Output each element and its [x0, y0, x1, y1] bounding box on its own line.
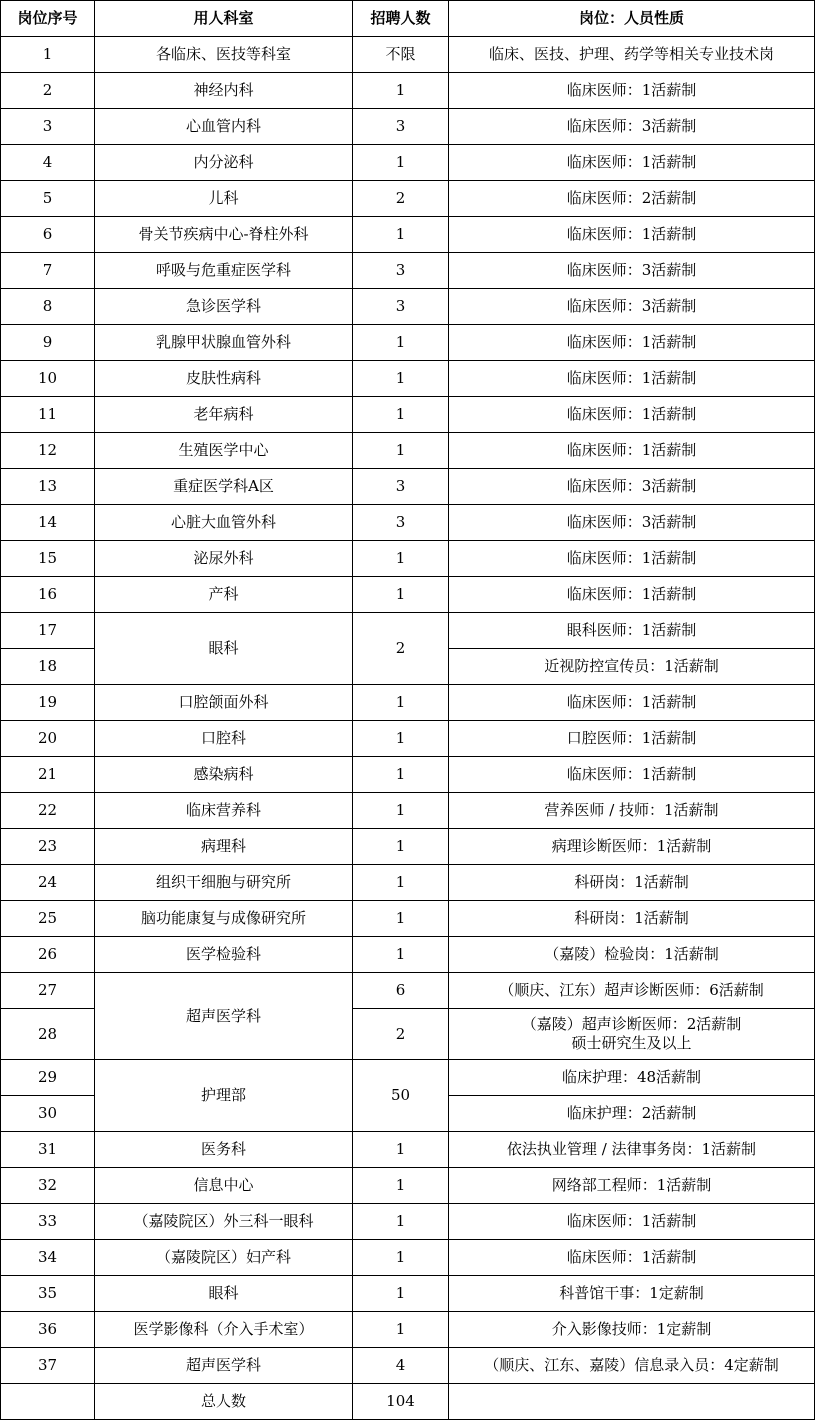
cell-count: 3: [353, 289, 449, 325]
cell-position: （嘉陵）检验岗：1活薪制: [449, 937, 815, 973]
cell-position: 临床医师：1活薪制: [449, 217, 815, 253]
cell-count: 1: [353, 1276, 449, 1312]
cell-count: 1: [353, 757, 449, 793]
cell-count: 4: [353, 1348, 449, 1384]
cell-no: 6: [1, 217, 95, 253]
cell-dept: 神经内科: [95, 73, 353, 109]
table-row: [1, 685, 815, 721]
cell-dept: 骨关节疾病中心-脊柱外科: [95, 217, 353, 253]
cell-position: 营养医师 / 技师：1活薪制: [449, 793, 815, 829]
cell-position: 临床医师：3活薪制: [449, 505, 815, 541]
cell-no: 15: [1, 541, 95, 577]
cell-no: 17: [1, 613, 95, 649]
cell-dept: 超声医学科: [95, 1348, 353, 1384]
table-row: [1, 325, 815, 361]
cell-no-empty: [1, 1384, 95, 1420]
cell-position: 科普馆干事：1定薪制: [449, 1276, 815, 1312]
cell-no: 31: [1, 1132, 95, 1168]
cell-no: 9: [1, 325, 95, 361]
cell-no: 22: [1, 793, 95, 829]
table-row: [1, 901, 815, 937]
header-position-no: 岗位序号: [1, 1, 95, 37]
position-text: （嘉陵）超声诊断医师：2活薪制: [521, 1015, 742, 1033]
cell-position: 口腔医师：1活薪制: [449, 721, 815, 757]
table-row: [1, 1240, 815, 1276]
cell-count: 1: [353, 685, 449, 721]
cell-count: 1: [353, 865, 449, 901]
cell-dept: （嘉陵院区）外三科一眼科: [95, 1204, 353, 1240]
cell-count: 6: [353, 973, 449, 1009]
cell-dept: 皮肤性病科: [95, 361, 353, 397]
cell-position: 临床医师：3活薪制: [449, 469, 815, 505]
cell-position: 介入影像技师：1定薪制: [449, 1312, 815, 1348]
table-row: [1, 865, 815, 901]
cell-dept: 医学检验科: [95, 937, 353, 973]
cell-no: 8: [1, 289, 95, 325]
cell-count: 1: [353, 397, 449, 433]
cell-position: 临床医师：2活薪制: [449, 181, 815, 217]
cell-count: 1: [353, 1168, 449, 1204]
cell-position: 科研岗：1活薪制: [449, 865, 815, 901]
cell-count: 3: [353, 109, 449, 145]
position-note: 硕士研究生及以上: [571, 1034, 692, 1052]
cell-count: 1: [353, 937, 449, 973]
cell-dept: 呼吸与危重症医学科: [95, 253, 353, 289]
cell-dept: 超声医学科: [95, 973, 353, 1060]
cell-count: 1: [353, 1240, 449, 1276]
table-row: [1, 253, 815, 289]
cell-no: 11: [1, 397, 95, 433]
cell-dept: 临床营养科: [95, 793, 353, 829]
cell-count: 1: [353, 1132, 449, 1168]
table-row: [1, 469, 815, 505]
cell-position: 临床医师：3活薪制: [449, 253, 815, 289]
cell-dept: （嘉陵院区）妇产科: [95, 1240, 353, 1276]
cell-dept: 口腔颌面外科: [95, 685, 353, 721]
cell-dept: 乳腺甲状腺血管外科: [95, 325, 353, 361]
cell-no: 12: [1, 433, 95, 469]
cell-position: 临床医师：1活薪制: [449, 73, 815, 109]
cell-no: 26: [1, 937, 95, 973]
table-row: [1, 37, 815, 73]
table-row: [1, 145, 815, 181]
cell-dept: 产科: [95, 577, 353, 613]
header-row: [1, 1, 815, 37]
cell-dept: 护理部: [95, 1060, 353, 1132]
cell-position: 临床医师：1活薪制: [449, 361, 815, 397]
cell-position: 临床护理：2活薪制: [449, 1096, 815, 1132]
table-row: [1, 1312, 815, 1348]
cell-count: 1: [353, 793, 449, 829]
table-row: [1, 73, 815, 109]
cell-dept: 组织干细胞与研究所: [95, 865, 353, 901]
cell-no: 3: [1, 109, 95, 145]
cell-count: 1: [353, 901, 449, 937]
table-row: [1, 1132, 815, 1168]
cell-count: 1: [353, 73, 449, 109]
cell-dept: 儿科: [95, 181, 353, 217]
cell-no: 16: [1, 577, 95, 613]
cell-no: 13: [1, 469, 95, 505]
cell-position: （顺庆、江东）超声诊断医师：6活薪制: [449, 973, 815, 1009]
cell-position: 临床医师：1活薪制: [449, 757, 815, 793]
cell-position: 临床医师：1活薪制: [449, 1240, 815, 1276]
cell-dept: 老年病科: [95, 397, 353, 433]
cell-no: 21: [1, 757, 95, 793]
table-row: [1, 1168, 815, 1204]
cell-dept: 口腔科: [95, 721, 353, 757]
cell-position: 临床医师：1活薪制: [449, 577, 815, 613]
cell-no: 36: [1, 1312, 95, 1348]
cell-no: 27: [1, 973, 95, 1009]
header-count: 招聘人数: [353, 1, 449, 37]
cell-count: 1: [353, 541, 449, 577]
cell-position: 病理诊断医师：1活薪制: [449, 829, 815, 865]
table-row: [1, 793, 815, 829]
table-row: [1, 217, 815, 253]
total-count: 104: [353, 1384, 449, 1420]
table-row: [1, 289, 815, 325]
table-row: [1, 181, 815, 217]
table-row: [1, 1348, 815, 1384]
cell-position: 科研岗：1活薪制: [449, 901, 815, 937]
cell-count: 3: [353, 469, 449, 505]
cell-position: 临床护理：48活薪制: [449, 1060, 815, 1096]
cell-count: 3: [353, 253, 449, 289]
cell-no: 24: [1, 865, 95, 901]
cell-dept: 脑功能康复与成像研究所: [95, 901, 353, 937]
table-row: [1, 433, 815, 469]
table-row: [1, 1276, 815, 1312]
cell-position: 临床医师：1活薪制: [449, 145, 815, 181]
cell-dept: 生殖医学中心: [95, 433, 353, 469]
cell-count: 不限: [353, 37, 449, 73]
cell-count: 2: [353, 181, 449, 217]
table-row: [1, 973, 815, 1009]
cell-position: 网络部工程师：1活薪制: [449, 1168, 815, 1204]
cell-no: 7: [1, 253, 95, 289]
cell-dept: 眼科: [95, 1276, 353, 1312]
cell-position: 临床医师：1活薪制: [449, 397, 815, 433]
table-row: [1, 1060, 815, 1096]
cell-position: 依法执业管理 / 法律事务岗：1活薪制: [449, 1132, 815, 1168]
cell-count: 2: [353, 613, 449, 685]
cell-no: 32: [1, 1168, 95, 1204]
cell-position: （顺庆、江东、嘉陵）信息录入员：4定薪制: [449, 1348, 815, 1384]
cell-dept: 心血管内科: [95, 109, 353, 145]
cell-position: 眼科医师：1活薪制: [449, 613, 815, 649]
cell-dept: 急诊医学科: [95, 289, 353, 325]
table-row: [1, 541, 815, 577]
table-row: [1, 109, 815, 145]
cell-no: 20: [1, 721, 95, 757]
cell-dept: 信息中心: [95, 1168, 353, 1204]
cell-no: 33: [1, 1204, 95, 1240]
table-row: [1, 361, 815, 397]
cell-count: 3: [353, 505, 449, 541]
cell-position: 临床医师：3活薪制: [449, 109, 815, 145]
cell-dept: 感染病科: [95, 757, 353, 793]
total-row: [1, 1384, 815, 1420]
cell-position: 临床医师：1活薪制: [449, 541, 815, 577]
cell-no: 37: [1, 1348, 95, 1384]
cell-no: 14: [1, 505, 95, 541]
cell-no: 23: [1, 829, 95, 865]
table-row: [1, 721, 815, 757]
cell-count: 1: [353, 1312, 449, 1348]
cell-position: [449, 1009, 815, 1060]
table-row: [1, 937, 815, 973]
cell-no: 1: [1, 37, 95, 73]
cell-no: 35: [1, 1276, 95, 1312]
cell-position: 临床医师：1活薪制: [449, 325, 815, 361]
cell-dept: 病理科: [95, 829, 353, 865]
cell-count: 1: [353, 829, 449, 865]
cell-count: 1: [353, 1204, 449, 1240]
cell-count: 1: [353, 217, 449, 253]
header-department: 用人科室: [95, 1, 353, 37]
cell-dept: 眼科: [95, 613, 353, 685]
table-row: [1, 397, 815, 433]
table-row: [1, 613, 815, 649]
cell-no: 34: [1, 1240, 95, 1276]
cell-no: 29: [1, 1060, 95, 1096]
cell-count: 1: [353, 433, 449, 469]
cell-no: 30: [1, 1096, 95, 1132]
cell-dept: 医务科: [95, 1132, 353, 1168]
cell-count: 1: [353, 721, 449, 757]
cell-no: 10: [1, 361, 95, 397]
table-row: [1, 577, 815, 613]
cell-count: 2: [353, 1009, 449, 1060]
cell-no: 28: [1, 1009, 95, 1060]
cell-dept: 内分泌科: [95, 145, 353, 181]
cell-count: 1: [353, 145, 449, 181]
table-row: [1, 829, 815, 865]
cell-count: 50: [353, 1060, 449, 1132]
cell-dept: 泌尿外科: [95, 541, 353, 577]
cell-position: 临床医师：1活薪制: [449, 1204, 815, 1240]
cell-no: 25: [1, 901, 95, 937]
cell-dept: 医学影像科（介入手术室）: [95, 1312, 353, 1348]
table-row: [1, 1204, 815, 1240]
cell-dept: 心脏大血管外科: [95, 505, 353, 541]
cell-count: 1: [353, 577, 449, 613]
cell-no: 4: [1, 145, 95, 181]
cell-position: 近视防控宣传员：1活薪制: [449, 649, 815, 685]
table-row: [1, 505, 815, 541]
cell-no: 18: [1, 649, 95, 685]
cell-position: 临床医师：1活薪制: [449, 685, 815, 721]
cell-count: 1: [353, 361, 449, 397]
cell-position-empty: [449, 1384, 815, 1420]
cell-no: 19: [1, 685, 95, 721]
cell-position: 临床医师：1活薪制: [449, 433, 815, 469]
cell-no: 5: [1, 181, 95, 217]
cell-position: 临床医师：3活薪制: [449, 289, 815, 325]
table-row: [1, 757, 815, 793]
cell-dept: 重症医学科A区: [95, 469, 353, 505]
header-position-type: 岗位：人员性质: [449, 1, 815, 37]
cell-dept: 各临床、医技等科室: [95, 37, 353, 73]
cell-count: 1: [353, 325, 449, 361]
cell-position: 临床、医技、护理、药学等相关专业技术岗: [449, 37, 815, 73]
total-label: 总人数: [95, 1384, 353, 1420]
cell-no: 2: [1, 73, 95, 109]
